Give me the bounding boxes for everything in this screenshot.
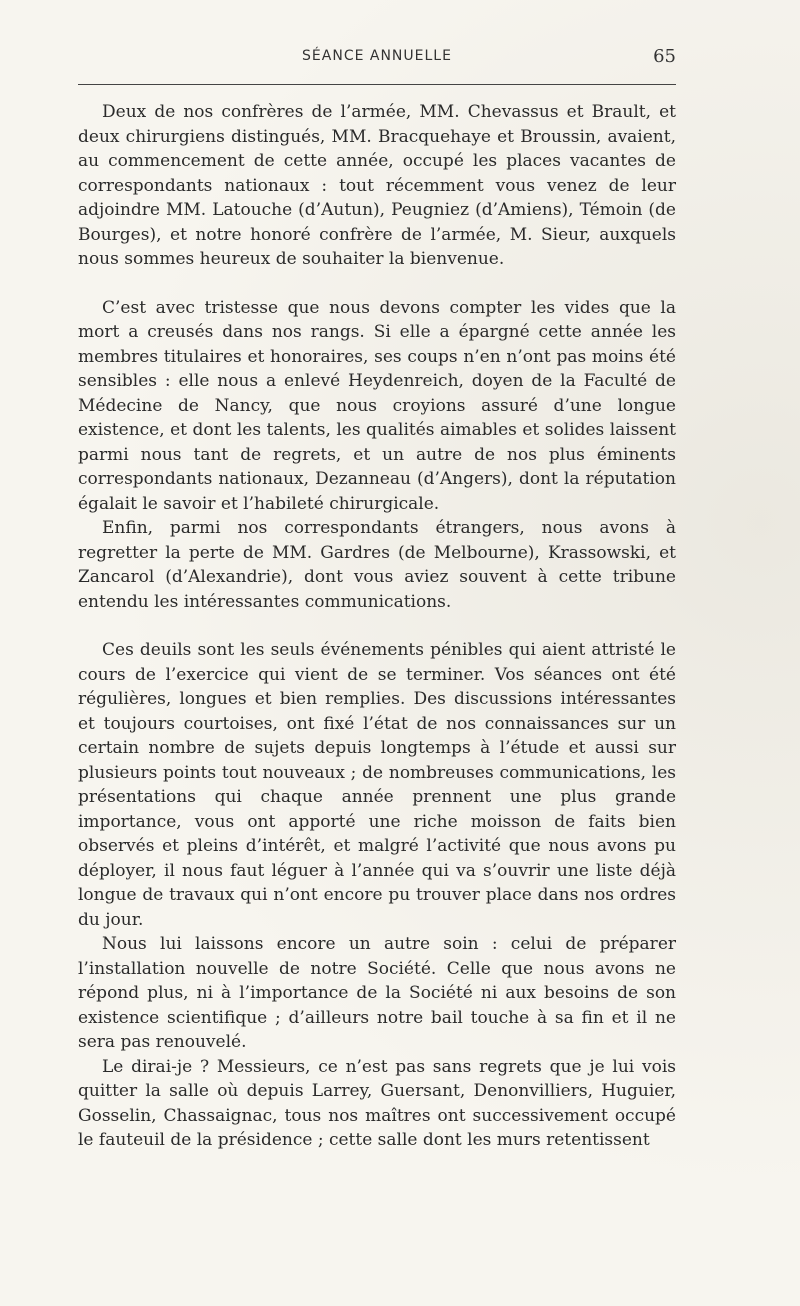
- page-number: 65: [653, 46, 676, 67]
- paragraph-sessions: Ces deuils sont les seuls événements pénibles qui aient attristé le cours de l’exercice qui vient de se terminer. Vos séances ont été régulières, longues et bien remplies. Des discussions intéressantes et toujours courtoises, ont fixé l’état de nos connaissances sur un certain nombre de sujets depuis longtemps à l’étude et aussi sur plusieurs points tout nouveaux ; de nombreuses communications, les présentations qui chaque année prennent une plus grande importance, vous ont apporté une riche moisson de faits bien observés et pleins d’intérêt, et malgré l’activité que nous avons pu déployer, il nous faut léguer à l’année qui va s’ouvrir une liste déjà longue de travaux qui n’ont encore pu trouver place dans nos ordres du jour.: [78, 640, 676, 930]
- paragraph-installation: Nous lui laissons encore un autre soin : celui de préparer l’installation nouvelle de notre Société. Celle que nous avons ne répond plus, ni à l’importance de la Société ni aux besoins de son existence scientifique ; d’ailleurs notre bail touche à sa fin et il ne sera pas renouvelé.: [78, 934, 676, 1052]
- header-rule: [78, 84, 676, 85]
- paragraph-foreign-correspondents: Enfin, parmi nos correspondants étrangers, nous avons à regretter la perte de MM. Gardres (de Melbourne), Krassowski, et Zancarol (d’Alexandrie), dont vous aviez souvent à cette tribune entendu les intéressantes communications.: [78, 518, 676, 612]
- page-header: [78, 48, 676, 70]
- section-gap: [78, 272, 676, 296]
- running-title: SÉANCE ANNUELLE: [302, 48, 452, 64]
- section-gap: [78, 614, 676, 638]
- paragraph-regrets: Le dirai-je ? Messieurs, ce n’est pas sans regrets que je lui vois quitter la salle où depuis Larrey, Guersant, Denonvilliers, Huguier, Gosselin, Chassaignac, tous nos maîtres ont successivement occupé le fauteuil de la présidence ; cette salle dont les murs retentissent: [78, 1056, 676, 1150]
- body-text: [78, 100, 676, 1153]
- paragraph-deaths: C’est avec tristesse que nous devons compter les vides que la mort a creusés dans nos rangs. Si elle a épargné cette année les membres titulaires et honoraires, ses coups n’en n’ont pas moins été sensibles : elle nous a enlevé Heydenreich, doyen de la Faculté de Médecine de Nancy, que nous croyions assuré d’une longue existence, et dont les talents, les qualités aimables et solides laissent parmi nous tant de regrets, et un autre de nos plus éminents correspondants nationaux, Dezanneau (d’Angers), dont la réputation égalait le savoir et l’habileté chirurgicale.: [78, 297, 676, 514]
- paragraph-new-correspondents: Deux de nos confrères de l’armée, MM. Chevassus et Brault, et deux chirurgiens distingués, MM. Bracquehaye et Broussin, avaient, au commencement de cette année, occupé les places vacantes de correspondants nationaux : tout récemment vous venez de leur adjoindre MM. Latouche (d’Autun), Peugniez (d’Amiens), Témoin (de Bourges), et notre honoré confrère de l’armée, M. Sieur, auxquels nous sommes heureux de souhaiter la bienvenue.: [78, 102, 676, 269]
